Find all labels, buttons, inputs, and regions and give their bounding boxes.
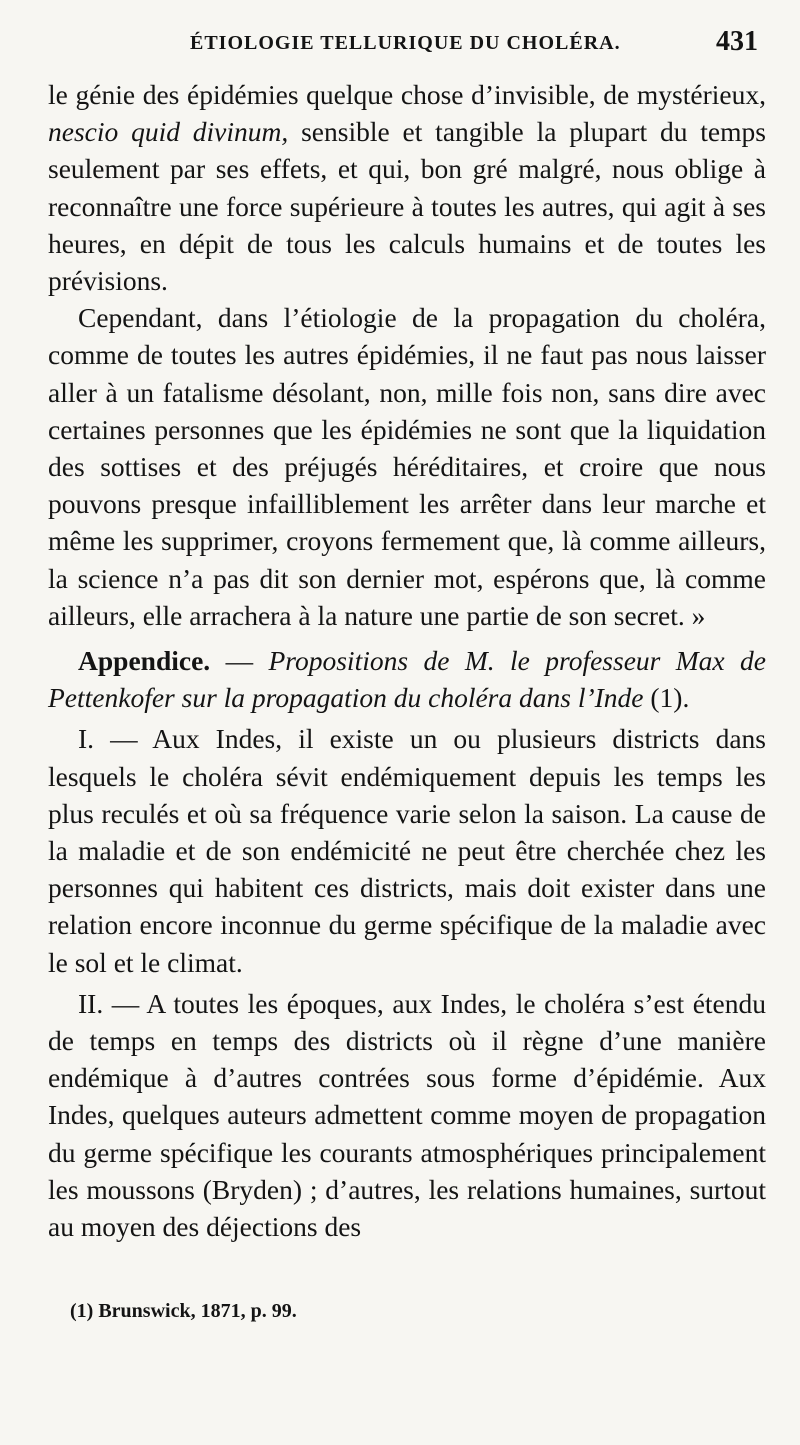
appendix-heading — [48, 642, 766, 716]
section-2: II. — A toutes les époques, aux Indes, le choléra s’est étendu de temps en temps des districts où il règne d’une manière endémique à d’autres contrées sous forme d’épidémie. Aux Indes, quelques auteurs admettent comme moyen de propagation du germe spécifique les courants atmosphériques principalement les moussons (Bryden) ; d’autres, les relations humaines, surtout au moyen des déjections des — [48, 987, 766, 1243]
paragraph-1-text-after: sensible et tangible la plupart du temps seulement par ses effets, et qui, bon gré malgré, nous oblige à reconnaître une force supérieure à toutes les autres, qui agit à ses heures, en dépit de tous les calculs humains et de toutes les prévisions. — [48, 116, 766, 297]
appendix-dash: — — [210, 645, 269, 677]
section-1: I. — Aux Indes, il existe un ou plusieurs districts dans lesquels le choléra sévit endémiquement depuis les temps les plus reculés et où sa fréquence varie selon la saison. La cause de la maladie et de son endémicité ne peut être cherchée chez les personnes qui habitent ces districts, mais doit exister dans une relation encore inconnue du germe spécifique de la maladie avec le sol et le climat. — [48, 723, 766, 978]
paragraph-1-latin-phrase: nescio quid divinum, — [48, 116, 289, 148]
appendix-title: Propositions de M. le professeur Max de Pettenkofer sur la propagation du choléra dans l’Inde — [48, 645, 766, 714]
footnote: (1) Brunswick, 1871, p. 99. — [70, 1300, 297, 1322]
body-text — [48, 76, 766, 1245]
paragraph-2: Cependant, dans l’étiologie de la propagation du choléra, comme de toutes les autres épidémies, il ne faut pas nous laisser aller à un fatalisme désolant, non, mille fois non, sans dire avec certaines personnes que les épidémies ne sont que la liquidation des sottises et des préjugés héréditaires, et croire que nous pouvons presque infailliblement les arrêter dans leur marche et même les supprimer, croyons fermement que, là comme ailleurs, la science n’a pas dit son dernier mot, espérons que, là comme ailleurs, elle arrachera à la nature une partie de son secret. » — [48, 302, 766, 631]
page-number: 431 — [716, 26, 758, 57]
appendix-label: Appendice. — [78, 645, 211, 677]
paragraph-1-text-before: le génie des épidémies quelque chose d’invisible, de mystérieux, — [48, 79, 766, 110]
page-header — [70, 26, 770, 70]
appendix-note-ref: (1). — [643, 682, 690, 714]
paragraph-1 — [48, 76, 766, 299]
running-title: ÉTIOLOGIE TELLURIQUE DU CHOLÉRA. — [190, 32, 621, 54]
